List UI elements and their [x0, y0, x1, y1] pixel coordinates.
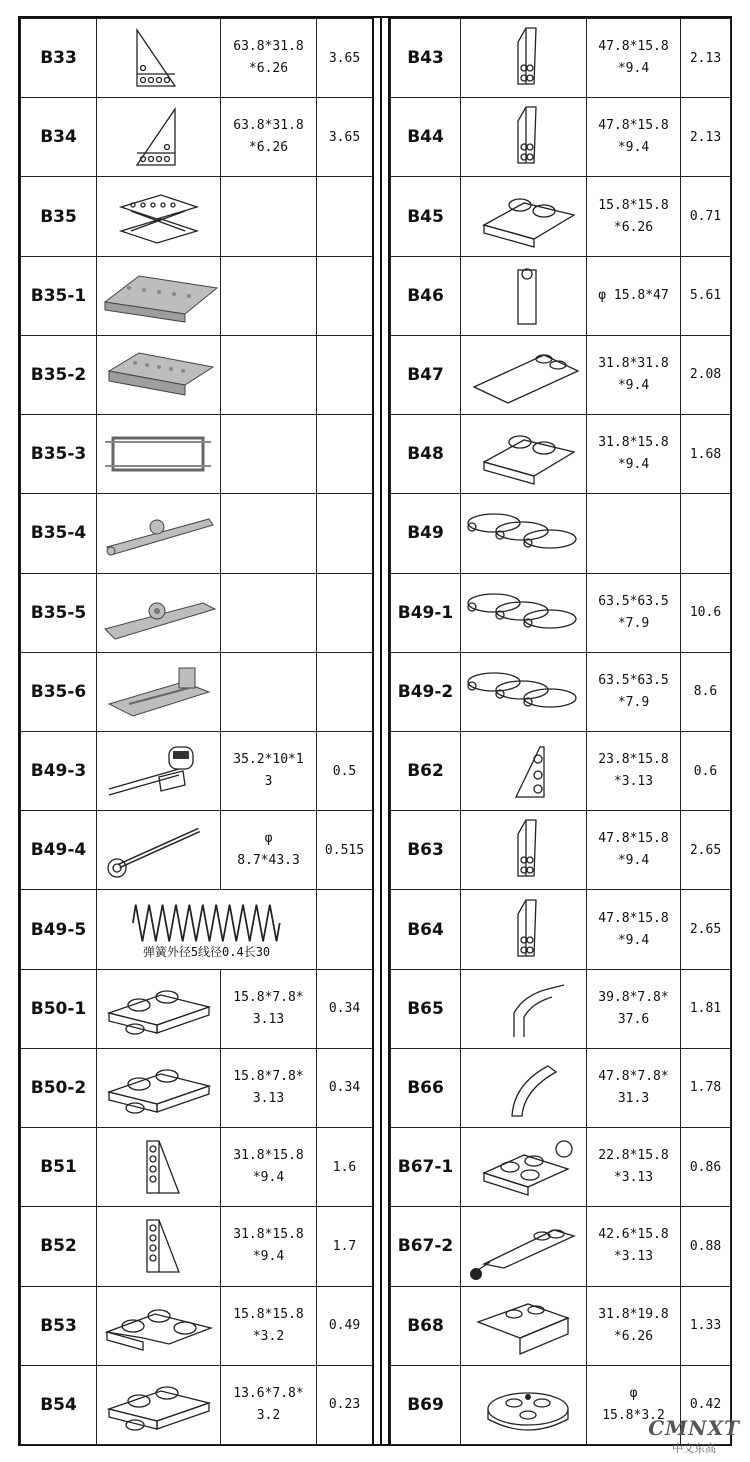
watermark-text: CMNXT [648, 1416, 740, 1440]
part-weight [317, 415, 373, 494]
part-dimensions [221, 573, 317, 652]
slope-2x2-curved-icon [464, 183, 584, 251]
wedge-4x4-icon [464, 341, 584, 409]
part-weight: 0.86 [681, 1128, 731, 1207]
part-dimensions: 15.8*15.8 *3.2 [221, 1286, 317, 1365]
table-row [391, 256, 731, 335]
plate-2x2-handle-icon [464, 1133, 584, 1201]
lift-frame-icon [99, 420, 219, 488]
part-image [97, 494, 221, 573]
spring-note: 弹簧外径5线径0.4长30 [142, 945, 271, 960]
part-weight: 2.08 [681, 335, 731, 414]
part-code: B35 [21, 177, 97, 256]
table-row [391, 890, 731, 969]
part-image [97, 1365, 221, 1444]
part-weight: 1.7 [317, 1207, 373, 1286]
part-dimensions: 15.8*7.8* 3.13 [221, 1048, 317, 1127]
part-image [97, 969, 221, 1048]
part-code: B54 [21, 1365, 97, 1444]
part-dimensions: 63.8*31.8 *6.26 [221, 98, 317, 177]
table-row [21, 494, 373, 573]
part-weight: 1.6 [317, 1128, 373, 1207]
part-code: B35-5 [21, 573, 97, 652]
part-code: B33 [21, 19, 97, 98]
watermark-logo [648, 1416, 740, 1456]
part-image [97, 1286, 221, 1365]
part-dimensions [587, 494, 681, 573]
part-code: B53 [21, 1286, 97, 1365]
part-code: B49-4 [21, 811, 97, 890]
part-weight: 1.68 [681, 415, 731, 494]
part-dimensions: 31.8*15.8 *9.4 [221, 1207, 317, 1286]
part-code: B35-3 [21, 415, 97, 494]
part-dimensions: 63.8*31.8 *6.26 [221, 19, 317, 98]
part-dimensions: 15.8*7.8* 3.13 [221, 969, 317, 1048]
part-weight: 0.34 [317, 1048, 373, 1127]
part-code: B44 [391, 98, 461, 177]
part-image [97, 652, 221, 731]
part-dimensions: 23.8*15.8 *3.13 [587, 731, 681, 810]
part-dimensions [221, 494, 317, 573]
table-row [21, 415, 373, 494]
plate-1x2-clip-icon [99, 975, 219, 1043]
part-dimensions: 15.8*15.8 *6.26 [587, 177, 681, 256]
table-row [21, 98, 373, 177]
part-weight: 0.71 [681, 177, 731, 256]
part-code: B35-4 [21, 494, 97, 573]
part-code: B62 [391, 731, 461, 810]
part-weight [317, 652, 373, 731]
part-dimensions: 63.5*63.5 *7.9 [587, 652, 681, 731]
part-image [97, 256, 221, 335]
wedge-plate-left-icon [99, 103, 219, 171]
part-image [461, 1365, 587, 1444]
part-image [461, 1128, 587, 1207]
part-weight: 0.42 [681, 1365, 731, 1444]
part-code: B51 [21, 1128, 97, 1207]
parts-table [18, 16, 732, 1446]
round-plate-2x2-icon [464, 1371, 584, 1439]
bracket-plate-icon [464, 1292, 584, 1360]
part-weight: 5.61 [681, 256, 731, 335]
part-dimensions: φ 15.8*47 [587, 256, 681, 335]
part-dimensions: 47.8*7.8* 31.3 [587, 1048, 681, 1127]
column-separator [372, 18, 390, 1444]
arch-slope-icon [464, 420, 584, 488]
table-row [391, 335, 731, 414]
part-dimensions [221, 177, 317, 256]
table-row [21, 256, 373, 335]
table-row [391, 19, 731, 98]
part-image [461, 652, 587, 731]
table-row [21, 177, 373, 256]
table-row [21, 1128, 373, 1207]
part-code: B49 [391, 494, 461, 573]
left-parts-column [20, 18, 372, 1444]
part-image [97, 890, 317, 969]
table-row [391, 652, 731, 731]
part-weight: 1.81 [681, 969, 731, 1048]
part-image [461, 494, 587, 573]
wedge-holes-icon [464, 737, 584, 805]
part-image [461, 19, 587, 98]
fin-left-icon [464, 896, 584, 964]
missile-launcher-icon [99, 737, 219, 805]
part-code: B68 [391, 1286, 461, 1365]
part-dimensions [221, 256, 317, 335]
part-weight: 2.65 [681, 890, 731, 969]
part-image [461, 415, 587, 494]
table-row [21, 731, 373, 810]
part-weight: 0.6 [681, 731, 731, 810]
table-row [391, 969, 731, 1048]
table-row [21, 1286, 373, 1365]
spring-icon [100, 899, 314, 947]
part-dimensions: 22.8*15.8 *3.13 [587, 1128, 681, 1207]
missile-rack-icon [464, 499, 584, 567]
part-image [97, 811, 221, 890]
curved-arch-icon [464, 1054, 584, 1122]
table-row [391, 415, 731, 494]
part-weight: 1.78 [681, 1048, 731, 1127]
plate-1x2-ring-icon [99, 1054, 219, 1122]
part-weight: 2.13 [681, 98, 731, 177]
tall-wedge-right-icon [464, 24, 584, 92]
part-dimensions: 31.8*15.8 *9.4 [221, 1128, 317, 1207]
part-code: B67-1 [391, 1128, 461, 1207]
round-pillar-icon [464, 262, 584, 330]
part-image [97, 731, 221, 810]
part-code: B49-2 [391, 652, 461, 731]
part-dimensions: φ 15.8*3.2 [587, 1365, 681, 1444]
part-weight: 2.13 [681, 19, 731, 98]
part-weight [317, 494, 373, 573]
part-weight: 0.88 [681, 1207, 731, 1286]
part-image [97, 415, 221, 494]
part-dimensions: 31.8*19.8 *6.26 [587, 1286, 681, 1365]
wedge-slope-right-icon [99, 1133, 219, 1201]
part-image [461, 256, 587, 335]
part-code: B49-5 [21, 890, 97, 969]
part-code: B67-2 [391, 1207, 461, 1286]
part-dimensions: 63.5*63.5 *7.9 [587, 573, 681, 652]
part-image [461, 177, 587, 256]
part-weight [681, 494, 731, 573]
part-code: B66 [391, 1048, 461, 1127]
part-image [461, 811, 587, 890]
part-code: B64 [391, 890, 461, 969]
part-image [97, 573, 221, 652]
table-row [391, 98, 731, 177]
part-image [461, 1286, 587, 1365]
table-row [21, 19, 373, 98]
missile-rack-top-icon [464, 579, 584, 647]
part-code: B65 [391, 969, 461, 1048]
part-dimensions: 35.2*10*1 3 [221, 731, 317, 810]
part-code: B50-1 [21, 969, 97, 1048]
part-image [461, 1048, 587, 1127]
part-code: B34 [21, 98, 97, 177]
part-code: B49-1 [391, 573, 461, 652]
watermark-subtext: 中文东高 [672, 1442, 717, 1455]
part-image [97, 19, 221, 98]
part-dimensions: 47.8*15.8 *9.4 [587, 811, 681, 890]
part-code: B50-2 [21, 1048, 97, 1127]
part-image [461, 573, 587, 652]
table-row [21, 811, 373, 890]
table-row [391, 494, 731, 573]
wing-ball-icon [464, 1212, 584, 1280]
table-row [391, 573, 731, 652]
part-code: B35-1 [21, 256, 97, 335]
part-code: B45 [391, 177, 461, 256]
part-weight: 3.65 [317, 98, 373, 177]
table-row [21, 652, 373, 731]
plate-clip-horizontal-icon [99, 1371, 219, 1439]
wedge-plate-right-icon [99, 24, 219, 92]
part-image [461, 890, 587, 969]
part-image [97, 1128, 221, 1207]
part-image [461, 98, 587, 177]
part-code: B63 [391, 811, 461, 890]
tall-wedge-left-icon [464, 103, 584, 171]
part-dimensions: φ 8.7*43.3 [221, 811, 317, 890]
part-image [461, 1207, 587, 1286]
part-dimensions: 31.8*31.8 *9.4 [587, 335, 681, 414]
table-row [391, 1128, 731, 1207]
part-weight: 1.33 [681, 1286, 731, 1365]
right-parts-column [390, 18, 730, 1444]
part-weight [317, 335, 373, 414]
part-dimensions: 13.6*7.8* 3.2 [221, 1365, 317, 1444]
part-weight: 3.65 [317, 19, 373, 98]
plate-corner-icon [99, 1292, 219, 1360]
part-dimensions: 42.6*15.8 *3.13 [587, 1207, 681, 1286]
lift-arm-pin-icon [99, 499, 219, 567]
part-weight: 8.6 [681, 652, 731, 731]
part-code: B48 [391, 415, 461, 494]
missile-rack-bottom-icon [464, 658, 584, 726]
lift-base-plate-icon [99, 341, 219, 409]
part-weight: 0.34 [317, 969, 373, 1048]
part-weight: 0.515 [317, 811, 373, 890]
table-row [391, 1286, 731, 1365]
part-image [461, 731, 587, 810]
part-weight [317, 890, 373, 969]
part-image [461, 335, 587, 414]
part-code: B52 [21, 1207, 97, 1286]
part-code: B35-6 [21, 652, 97, 731]
wedge-slope-left-icon [99, 1212, 219, 1280]
part-dimensions: 47.8*15.8 *9.4 [587, 98, 681, 177]
table-row [21, 335, 373, 414]
table-row [391, 811, 731, 890]
part-weight [317, 256, 373, 335]
missile-rod-icon [99, 816, 219, 884]
part-code: B46 [391, 256, 461, 335]
part-image [97, 177, 221, 256]
part-dimensions: 47.8*15.8 *9.4 [587, 890, 681, 969]
arch-leg-icon [464, 975, 584, 1043]
part-dimensions: 31.8*15.8 *9.4 [587, 415, 681, 494]
table-row [21, 1207, 373, 1286]
table-row [391, 1207, 731, 1286]
part-dimensions [221, 415, 317, 494]
part-weight: 0.5 [317, 731, 373, 810]
part-weight: 2.65 [681, 811, 731, 890]
table-row [391, 1048, 731, 1127]
part-dimensions [221, 335, 317, 414]
table-row [21, 969, 373, 1048]
part-image [97, 335, 221, 414]
part-dimensions [221, 652, 317, 731]
part-weight [317, 177, 373, 256]
part-weight [317, 573, 373, 652]
scissor-lift-assembly-icon [99, 183, 219, 251]
part-code: B69 [391, 1365, 461, 1444]
table-row [21, 890, 373, 969]
part-code: B47 [391, 335, 461, 414]
part-image [97, 1048, 221, 1127]
table-row [21, 573, 373, 652]
lift-slide-base-icon [99, 658, 219, 726]
part-image [461, 969, 587, 1048]
table-row [391, 731, 731, 810]
table-row [391, 177, 731, 256]
part-dimensions: 39.8*7.8* 37.6 [587, 969, 681, 1048]
part-dimensions: 47.8*15.8 *9.4 [587, 19, 681, 98]
part-weight: 0.23 [317, 1365, 373, 1444]
part-image [97, 98, 221, 177]
table-row [21, 1048, 373, 1127]
lift-arm-flat-icon [99, 579, 219, 647]
part-code: B49-3 [21, 731, 97, 810]
lift-top-plate-icon [99, 262, 219, 330]
fin-right-icon [464, 816, 584, 884]
part-weight: 10.6 [681, 573, 731, 652]
table-row [21, 1365, 373, 1444]
part-code: B35-2 [21, 335, 97, 414]
part-weight: 0.49 [317, 1286, 373, 1365]
part-code: B43 [391, 19, 461, 98]
part-image [97, 1207, 221, 1286]
